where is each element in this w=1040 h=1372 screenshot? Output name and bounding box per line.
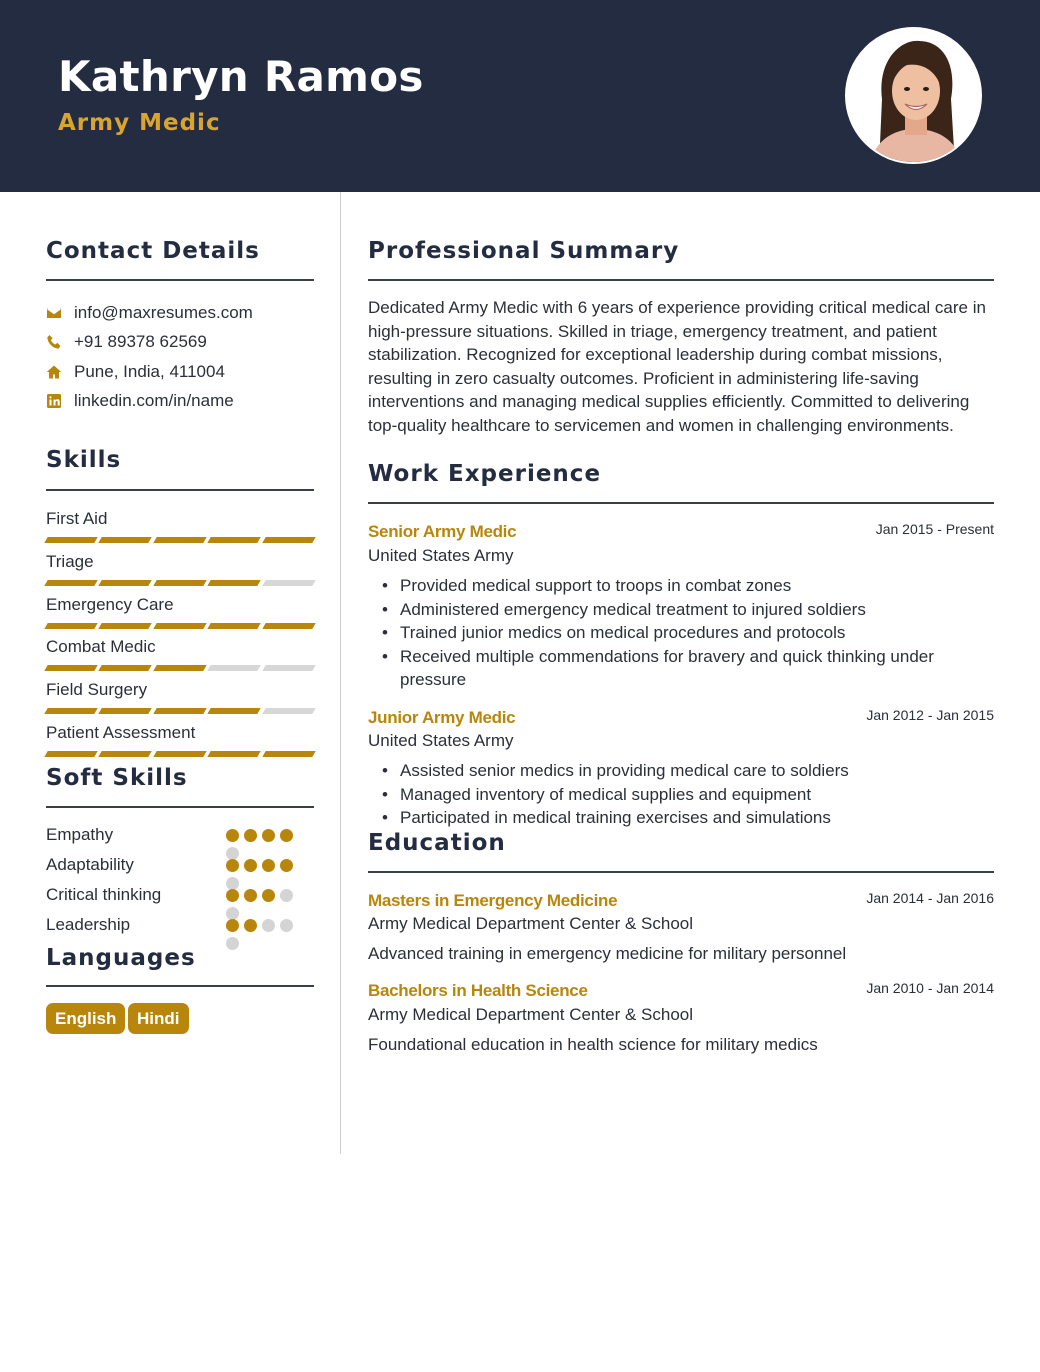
- skill-level-segment: [44, 708, 98, 714]
- job-bullet: • Managed inventory of medical supplies and equipment: [382, 783, 994, 807]
- soft-skill-dot: [244, 829, 257, 842]
- skill-level-segment: [262, 580, 316, 586]
- contact-heading: Contact Details: [46, 238, 260, 264]
- skill-level-segment: [44, 623, 98, 629]
- soft-skill-dot: [244, 859, 257, 872]
- soft-skill-dot: [226, 919, 239, 932]
- soft-skill-dot: [280, 889, 293, 902]
- job-bullet: • Participated in medical training exercises and simulations: [382, 806, 994, 830]
- skill-label: Patient Assessment: [46, 723, 196, 742]
- skill-level-bar: [46, 580, 314, 586]
- soft-skill-dot: [280, 859, 293, 872]
- contact-linkedin-text: linkedin.com/in/name: [74, 391, 234, 410]
- resume-header: [0, 0, 1040, 192]
- soft-skill-dot: [226, 889, 239, 902]
- skill-level-segment: [207, 580, 261, 586]
- summary-text: Dedicated Army Medic with 6 years of experience providing critical medical care in high-pressure situations. Skilled in triage, emergency treatment, and patient stabilization. Recognized for exceptional leadership during combat missions, resulting in zero casualty outcomes. Proficient in administering life-saving interventions and managing medical supplies efficiently. Committed to delivering top-quality healthcare to servicemen and women in challenging environments.: [368, 298, 986, 435]
- skill-level-segment: [153, 580, 207, 586]
- soft-skill-label: Adaptability: [46, 855, 134, 874]
- skill-level-bar: [46, 708, 314, 714]
- skill-level-segment: [262, 751, 316, 757]
- language-badge: Hindi: [128, 1003, 189, 1034]
- skill-level-segment: [153, 665, 207, 671]
- skill-level-segment: [207, 708, 261, 714]
- soft-skill-dot: [244, 889, 257, 902]
- skill-label: Triage: [46, 551, 94, 571]
- soft-skill-dot: [244, 919, 257, 932]
- soft-skill-dot: [226, 937, 239, 950]
- skill-level-bar: [46, 665, 314, 671]
- contact-email[interactable]: [46, 302, 253, 324]
- skill-label: Field Surgery: [46, 680, 148, 700]
- job-bullet: • Provided medical support to troops in combat zones: [382, 574, 994, 598]
- skill-level-segment: [44, 580, 98, 586]
- skill-level-segment: [207, 751, 261, 757]
- language-badge: English: [46, 1003, 125, 1034]
- home-icon: [46, 364, 62, 380]
- skill-level-bar: [46, 751, 314, 757]
- linkedin-icon: [46, 393, 62, 409]
- skill-level-segment: [44, 751, 98, 757]
- languages-rule: [46, 985, 314, 987]
- education-date: Jan 2014 - Jan 2016: [866, 890, 994, 906]
- skill-level-segment: [44, 665, 98, 671]
- soft-skill-dot: [226, 859, 239, 872]
- job-organization: United States Army: [368, 546, 514, 565]
- education-school: Army Medical Department Center & School: [368, 914, 694, 933]
- skill-label: Emergency Care: [46, 594, 174, 614]
- skill-level-segment: [207, 665, 261, 671]
- skill-level-segment: [207, 537, 261, 543]
- job-bullet: • Trained junior medics on medical procedures and protocols: [382, 621, 994, 645]
- skill-level-segment: [262, 537, 316, 543]
- soft-skills-rule: [46, 806, 314, 808]
- education-description: Foundational education in health science for military medics: [368, 1035, 818, 1054]
- skill-level-segment: [99, 708, 153, 714]
- skill-level-segment: [99, 665, 153, 671]
- education-degree: Bachelors in Health Science: [368, 981, 588, 1000]
- education-degree: Masters in Emergency Medicine: [368, 891, 618, 910]
- education-school: Army Medical Department Center & School: [368, 1005, 694, 1024]
- job-title: Junior Army Medic: [368, 708, 516, 727]
- education-description: Advanced training in emergency medicine for military personnel: [368, 944, 847, 963]
- skill-level-segment: [99, 580, 153, 586]
- soft-skill-dot: [280, 829, 293, 842]
- contact-email-text: info@maxresumes.com: [74, 303, 253, 322]
- skill-level-segment: [262, 665, 316, 671]
- skill-level-segment: [262, 623, 316, 629]
- skill-level-segment: [207, 623, 261, 629]
- soft-skill-dot: [262, 919, 275, 932]
- soft-skill-label: Critical thinking: [46, 885, 162, 904]
- contact-linkedin[interactable]: [46, 390, 234, 412]
- skill-label: Combat Medic: [46, 637, 156, 657]
- contact-phone-text: +91 89378 62569: [74, 332, 207, 351]
- skill-level-segment: [153, 537, 207, 543]
- experience-heading: Work Experience: [368, 461, 602, 487]
- job-bullet: • Administered emergency medical treatment to injured soldiers: [382, 598, 994, 622]
- soft-skill-label: Leadership: [46, 915, 131, 934]
- skill-level-segment: [153, 751, 207, 757]
- summary-heading: Professional Summary: [368, 238, 680, 264]
- soft-skill-dot: [262, 829, 275, 842]
- skill-level-segment: [99, 623, 153, 629]
- skill-level-bar: [46, 623, 314, 629]
- experience-rule: [368, 502, 994, 504]
- job-date: Jan 2012 - Jan 2015: [866, 707, 994, 723]
- education-date: Jan 2010 - Jan 2014: [866, 980, 994, 996]
- profile-photo-illustration: [847, 29, 982, 164]
- skills-heading: Skills: [46, 447, 122, 473]
- job-bullets: [382, 574, 994, 692]
- soft-skills-heading: Soft Skills: [46, 765, 188, 791]
- job-bullet: • Received multiple commendations for bravery and quick thinking under pressure: [382, 645, 994, 692]
- contact-location: [46, 361, 225, 383]
- languages-heading: Languages: [46, 945, 196, 971]
- envelope-icon: [46, 305, 62, 321]
- education-heading: Education: [368, 830, 506, 856]
- soft-skill-label: Empathy: [46, 825, 114, 844]
- skill-level-segment: [262, 708, 316, 714]
- skill-level-segment: [153, 708, 207, 714]
- contact-phone[interactable]: [46, 331, 207, 353]
- soft-skill-dot: [262, 859, 275, 872]
- skill-level-bar: [46, 537, 314, 543]
- summary-rule: [368, 279, 994, 281]
- skill-level-segment: [99, 751, 153, 757]
- column-divider: [340, 192, 341, 1154]
- profile-photo: [845, 27, 982, 164]
- phone-icon: [46, 334, 62, 350]
- soft-skill-dot: [226, 829, 239, 842]
- education-rule: [368, 871, 994, 873]
- candidate-name: Kathryn Ramos: [58, 52, 424, 101]
- job-bullet: • Assisted senior medics in providing medical care to soldiers: [382, 759, 994, 783]
- job-bullets: [382, 759, 994, 830]
- skill-level-segment: [99, 537, 153, 543]
- contact-location-text: Pune, India, 411004: [74, 362, 225, 381]
- job-organization: United States Army: [368, 731, 514, 750]
- soft-skill-dot: [280, 919, 293, 932]
- skill-label: First Aid: [46, 509, 108, 528]
- skill-level-segment: [153, 623, 207, 629]
- skills-rule: [46, 489, 314, 491]
- job-title: Senior Army Medic: [368, 522, 517, 541]
- candidate-title: Army Medic: [58, 110, 221, 136]
- contact-rule: [46, 279, 314, 281]
- skill-level-segment: [44, 537, 98, 543]
- soft-skill-dot: [262, 889, 275, 902]
- job-date: Jan 2015 - Present: [875, 521, 994, 537]
